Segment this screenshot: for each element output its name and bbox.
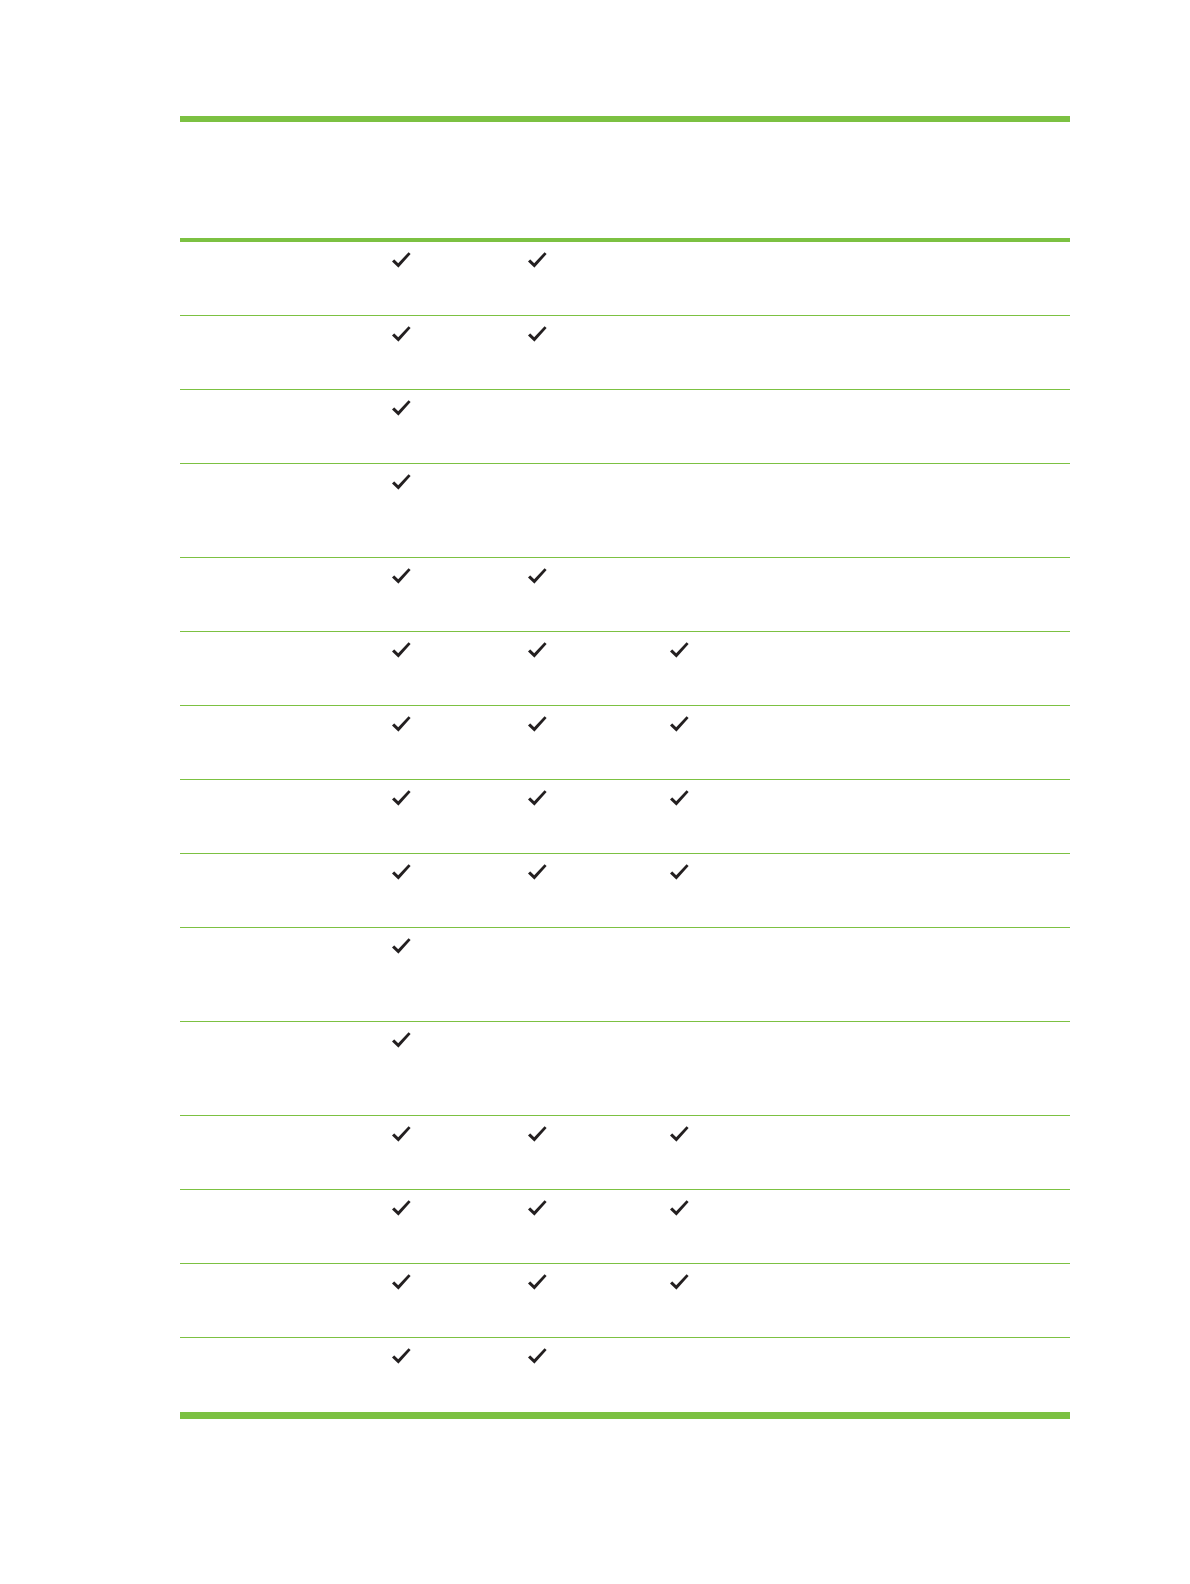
table-cell [526,1124,550,1146]
check-mark-icon [390,398,412,418]
table-cell [390,936,414,958]
table-cell [390,1198,414,1220]
compatibility-table [180,116,1070,1419]
check-mark-icon [668,1124,690,1144]
check-mark-icon [390,250,412,270]
check-mark-icon [526,1272,548,1292]
check-mark-icon [668,862,690,882]
table-cell [526,472,550,494]
check-mark-icon [390,1124,412,1144]
check-mark-icon [526,640,548,660]
table-row [180,1116,1070,1190]
table-cell [390,398,414,420]
table-row [180,242,1070,316]
table-cell [526,862,550,884]
check-mark-icon [390,472,412,492]
check-mark-icon [526,1198,548,1218]
table-cell [390,788,414,810]
table-body [180,242,1070,1412]
check-mark-icon [390,936,412,956]
check-mark-icon [526,788,548,808]
check-mark-icon [526,324,548,344]
table-cell [526,1030,550,1052]
table-row [180,928,1070,1022]
table-header [180,122,1070,238]
table-cell [526,714,550,736]
table-row [180,558,1070,632]
table-row [180,1022,1070,1116]
check-mark-icon [390,1346,412,1366]
table-cell [390,250,414,272]
check-mark-icon [668,788,690,808]
check-mark-icon [390,1198,412,1218]
table-cell [668,862,692,884]
check-mark-icon [526,1346,548,1366]
table-cell [668,1272,692,1294]
table-cell [526,398,550,420]
table-row [180,632,1070,706]
table-cell [390,1346,414,1368]
check-mark-icon [668,1198,690,1218]
table-cell [526,566,550,588]
table-cell [390,714,414,736]
table-cell [668,640,692,662]
table-cell [526,324,550,346]
table-cell [526,788,550,810]
table-row [180,706,1070,780]
table-cell [668,1124,692,1146]
check-mark-icon [526,714,548,734]
check-mark-icon [390,862,412,882]
table-cell [526,1272,550,1294]
table-cell [668,472,692,494]
table-cell [668,788,692,810]
table-row [180,1190,1070,1264]
check-mark-icon [390,714,412,734]
table-row [180,854,1070,928]
table-cell [668,250,692,272]
table-cell [668,1346,692,1368]
table-cell [668,1198,692,1220]
table-cell [668,714,692,736]
table-cell [390,472,414,494]
table-cell [390,1030,414,1052]
table-cell [668,398,692,420]
check-mark-icon [668,640,690,660]
check-mark-icon [390,1272,412,1292]
check-mark-icon [526,566,548,586]
table-cell [390,324,414,346]
check-mark-icon [526,1124,548,1144]
table-cell [668,936,692,958]
table-cell [390,1272,414,1294]
table-row [180,780,1070,854]
check-mark-icon [526,862,548,882]
table-cell [526,1346,550,1368]
table-cell [526,936,550,958]
table-cell [668,1030,692,1052]
table-row [180,464,1070,558]
check-mark-icon [390,788,412,808]
check-mark-icon [668,1272,690,1292]
table-cell [526,250,550,272]
table-cell [390,862,414,884]
table-cell [668,566,692,588]
table-cell [668,324,692,346]
table-cell [390,566,414,588]
table-row [180,390,1070,464]
table-cell [526,640,550,662]
check-mark-icon [390,640,412,660]
table-bottom-rule [180,1412,1070,1419]
table-cell [526,1198,550,1220]
table-cell [390,1124,414,1146]
check-mark-icon [668,714,690,734]
table-cell [390,640,414,662]
table-row [180,1338,1070,1412]
check-mark-icon [390,1030,412,1050]
check-mark-icon [526,250,548,270]
table-row [180,316,1070,390]
table-row [180,1264,1070,1338]
check-mark-icon [390,324,412,344]
check-mark-icon [390,566,412,586]
